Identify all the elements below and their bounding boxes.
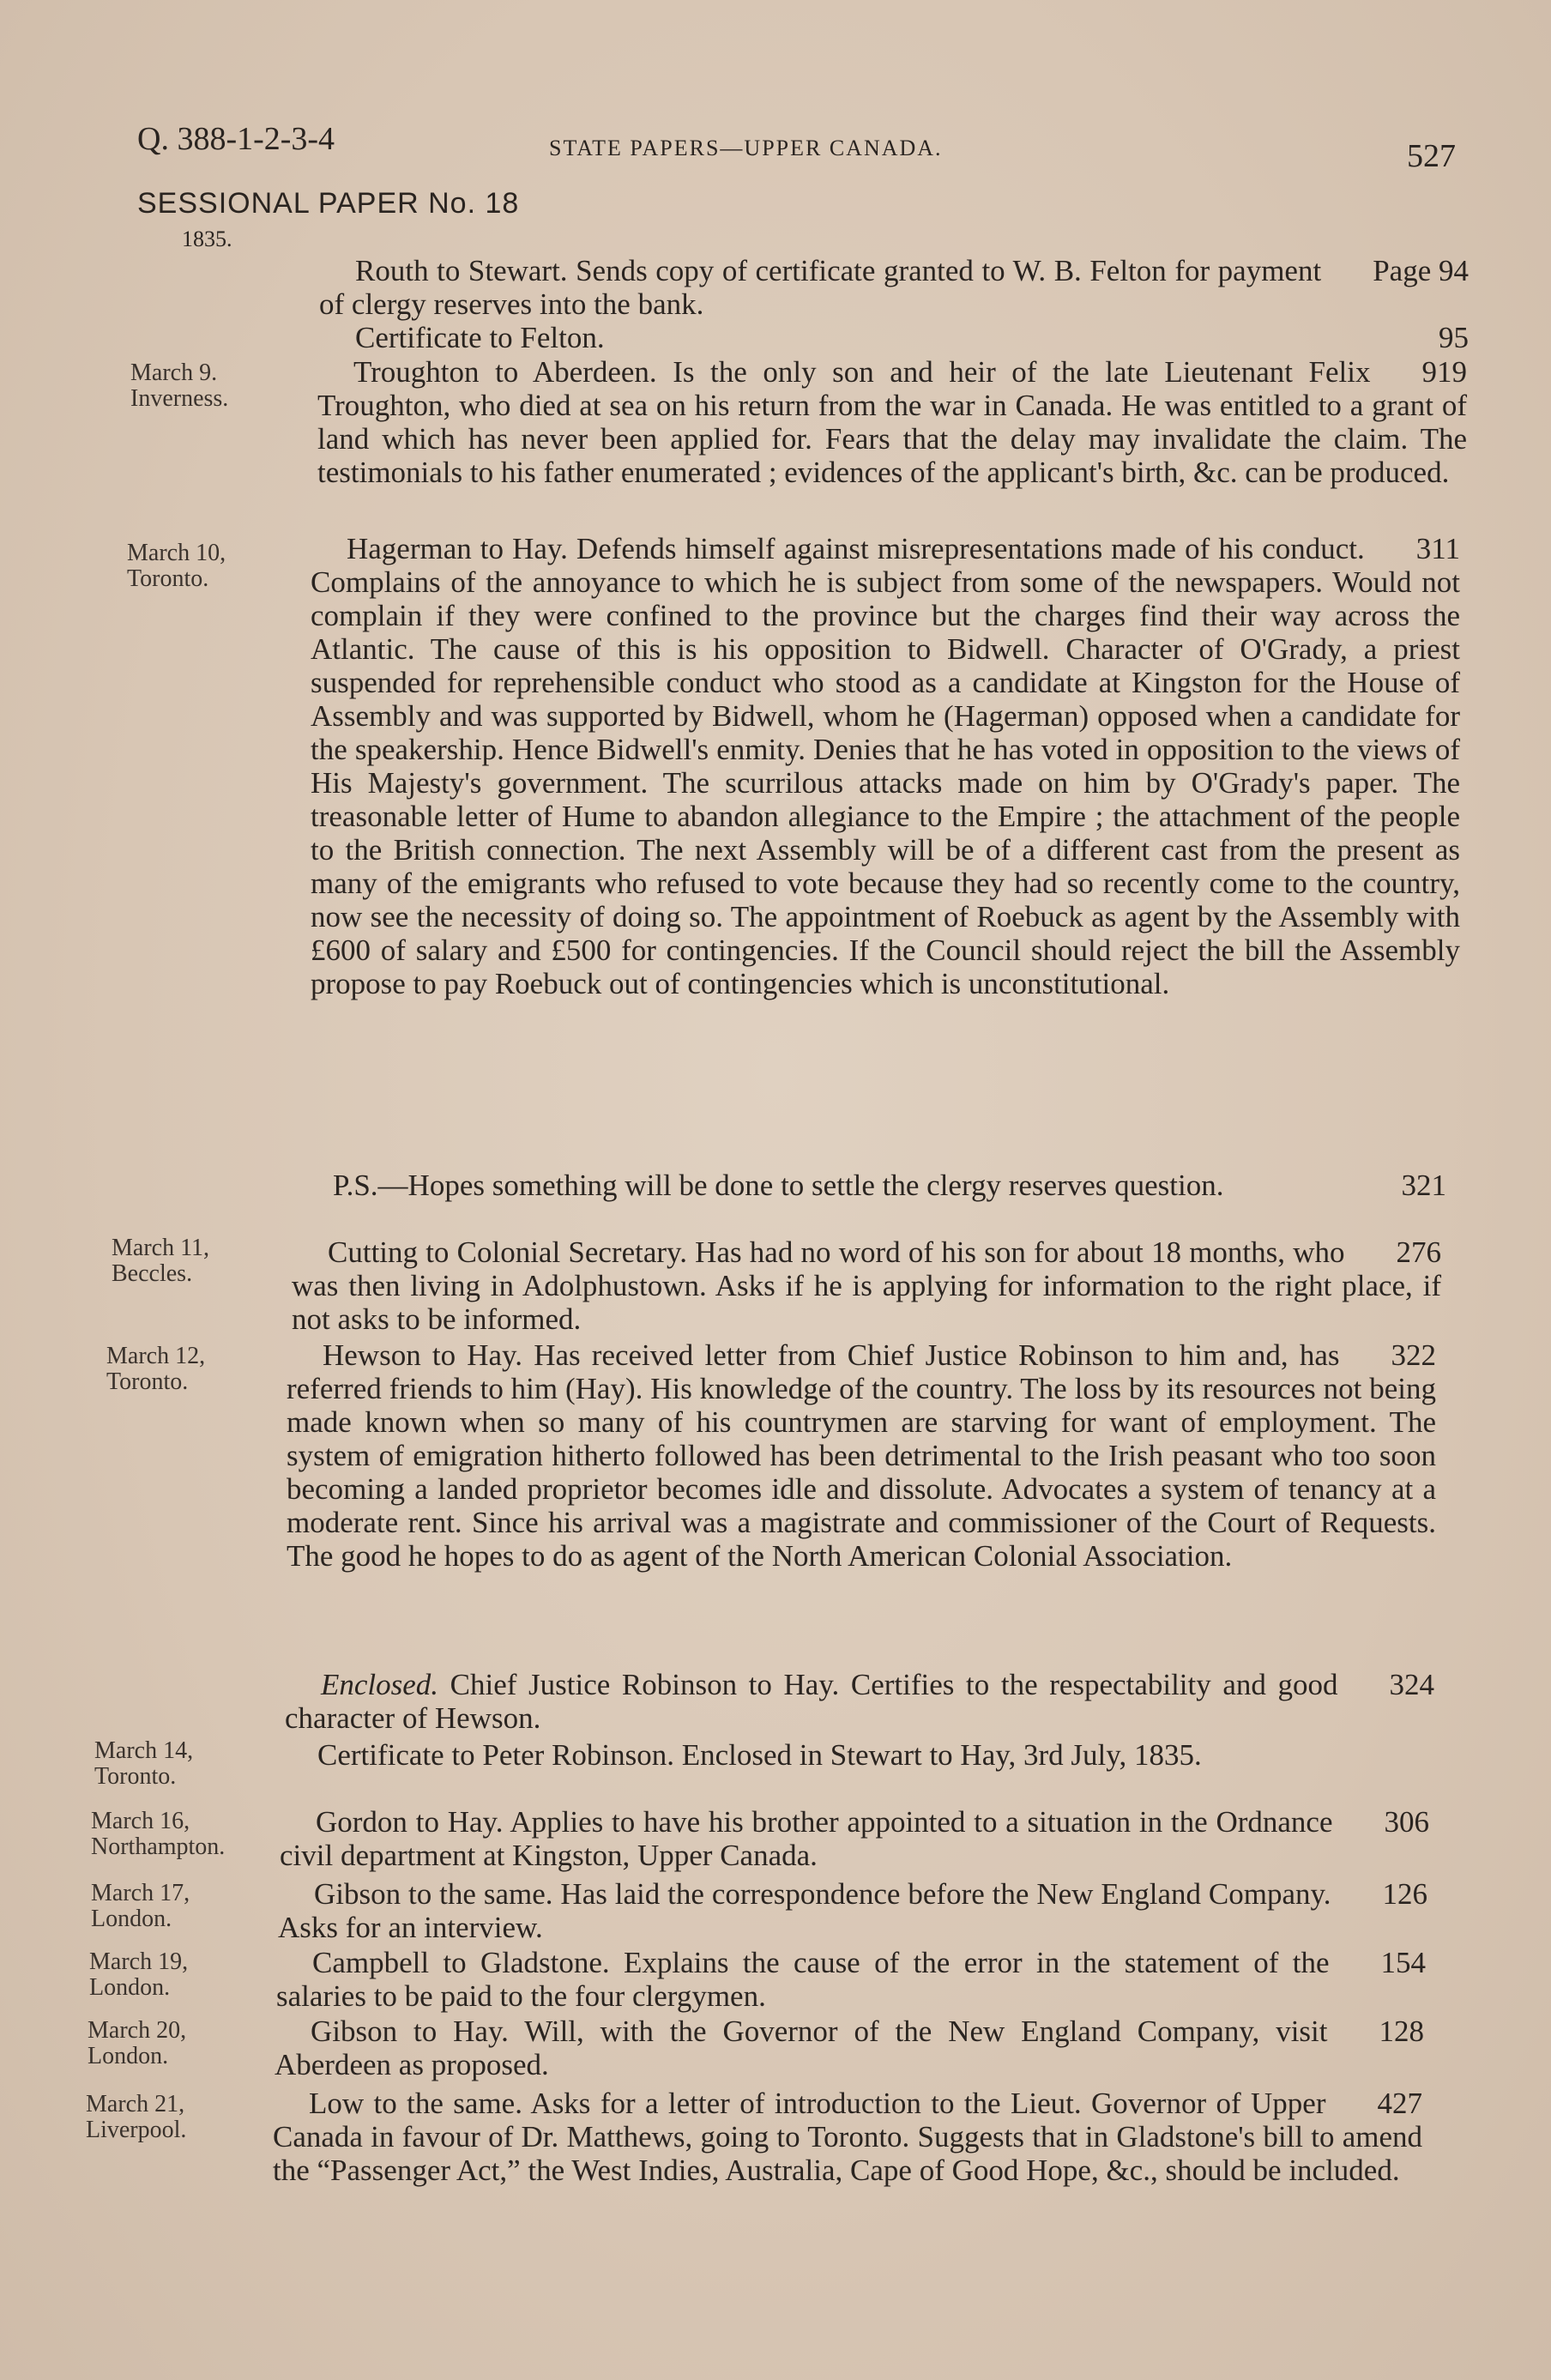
entry-margin-note bbox=[88, 2018, 276, 2069]
running-title: STATE PAPERS—UPPER CANADA. bbox=[549, 136, 943, 160]
entry-margin-note bbox=[89, 1949, 278, 2001]
page-number: 527 bbox=[1407, 138, 1456, 174]
entry-page-ref: 276 bbox=[1396, 1235, 1441, 1269]
entry-margin-note bbox=[112, 1235, 300, 1287]
entry-text: Troughton to Aberdeen. Is the only son and heir of the late Lieutenant Felix Troughton, who died at sea on his return from the war in Canada. He was entitled to a grant of land which has never been applied for. Fears that the delay may invalidate the claim. The testimonials to his father enumerated ; evidences of the applicant's birth, &c. can be produced. bbox=[317, 355, 1467, 489]
entry-date: March 14, bbox=[94, 1737, 194, 1764]
entry-text-block bbox=[311, 532, 1460, 1000]
entry-text-block bbox=[317, 355, 1467, 489]
year-label: 1835. bbox=[182, 227, 232, 251]
entry-place: Beccles. bbox=[112, 1260, 193, 1287]
entry-place: Northampton. bbox=[91, 1833, 226, 1860]
entry-text: Certificate to Peter Robinson. Enclosed in Stewart to Hay, 3rd July, 1835. bbox=[317, 1738, 1202, 1772]
entry-margin-note bbox=[130, 360, 319, 412]
entry-place: London. bbox=[89, 1974, 171, 2001]
entry-page-ref: 306 bbox=[1384, 1805, 1429, 1839]
entry-margin-note bbox=[91, 1881, 280, 1932]
entry-text: Gibson to the same. Has laid the correspondence before the New England Company. Asks for an interview. bbox=[278, 1877, 1331, 1944]
entry-text: Campbell to Gladstone. Explains the cause of the error in the statement of the salaries to be paid to the four clergymen. bbox=[276, 1946, 1330, 2013]
entry-text-block bbox=[273, 2087, 1422, 2187]
entry-place: Toronto. bbox=[94, 1763, 177, 1790]
entry-text: Gordon to Hay. Applies to have his brother appointed to a situation in the Ordnance civil department at Kingston, Upper Canada. bbox=[280, 1805, 1333, 1872]
entry-place: Inverness. bbox=[130, 385, 229, 412]
entry-text: Certificate to Felton. bbox=[355, 321, 605, 354]
entry-text-block bbox=[319, 254, 1469, 321]
entry-date: March 17, bbox=[91, 1880, 190, 1906]
entry-text-block bbox=[281, 1738, 1431, 1772]
entry-text: Gibson to Hay. Will, with the Governor of the New England Company, visit Aberdeen as proposed. bbox=[275, 2015, 1328, 2081]
entry-text: Cutting to Colonial Secretary. Has had no word of his son for about 18 months, who was then living in Adolphustown. Asks if he is applying for information to the right place, if not asks to be informed. bbox=[292, 1235, 1441, 1336]
entry-page-ref: 95 bbox=[1439, 321, 1469, 354]
entry-margin-note bbox=[127, 541, 316, 592]
entry-margin-note bbox=[86, 2092, 275, 2143]
entry-text-block bbox=[287, 1338, 1436, 1573]
entry-date: March 20, bbox=[88, 2017, 187, 2044]
entry-text: P.S.—Hopes something will be done to settle the clergy reserves question. bbox=[333, 1169, 1224, 1202]
entry-place: London. bbox=[88, 2043, 169, 2069]
entry-text: Chief Justice Robinson to Hay. Certifies to the respectability and good character of Hewson. bbox=[285, 1668, 1338, 1735]
entry-page-ref: 324 bbox=[1389, 1668, 1434, 1701]
entry-page-ref: 128 bbox=[1379, 2015, 1424, 2048]
entry-text-block bbox=[275, 2015, 1424, 2081]
entry-text-block bbox=[297, 1169, 1446, 1202]
entry-margin-note bbox=[94, 1738, 283, 1790]
entry-place: Toronto. bbox=[106, 1368, 189, 1395]
entry-text: Hewson to Hay. Has received letter from Chief Justice Robinson to him and, has referred friends to him (Hay). His knowledge of the country. The loss by its resources not being made known when so many of his countrymen are starving for want of employment. The system of emigration hitherto followed has been detrimental to the Irish peasant who too soon becoming a landed proprietor becomes idle and dissolute. Advocates a system of tenancy at a moderate rent. Since his arrival was a magistrate and commissioner of the Court of Requests. The good he hopes to do as agent of the North American Colonial Association. bbox=[287, 1338, 1436, 1573]
entry-text-block bbox=[280, 1805, 1429, 1872]
entry-page-ref: 311 bbox=[1415, 532, 1460, 565]
entry-text-block bbox=[285, 1668, 1434, 1735]
entry-text: Hagerman to Hay. Defends himself against misrepresentations made of his conduct. Complains of the annoyance to which he is subject from some of the newspapers. Would not complain if they were confined to the province but the charges find their way across the Atlantic. The cause of this is his opposition to Bidwell. Character of O'Grady, a priest suspended for reprehensible conduct who stood as a candidate at Kingston for the House of Assembly and was supported by Bidwell, whom he (Hagerman) opposed when a candidate for the speakership. Hence Bidwell's enmity. Denies that he has voted in opposition to the views of His Majesty's government. The scurrilous attacks made on him by O'Grady's paper. The treasonable letter of Hume to abandon allegiance to the Empire ; the attachment of the people to the British connection. The next Assembly will be of a different cast from the present as many of the emigrants who refused to vote because they had so recently come to the country, now see the necessity of doing so. The appointment of Roebuck as agent by the Assembly with £600 of salary and £500 for contingencies. If the Council should reject the bill the Assembly propose to pay Roebuck out of contingencies which is unconstitutional. bbox=[311, 532, 1460, 1000]
entry-page-ref: 322 bbox=[1391, 1338, 1436, 1372]
archive-reference: Q. 388-1-2-3-4 bbox=[137, 121, 335, 157]
entry-date: March 12, bbox=[106, 1343, 206, 1369]
sessional-paper-label: SESSIONAL PAPER No. 18 bbox=[137, 187, 520, 220]
entry-date: March 9. bbox=[130, 359, 218, 386]
entry-date: March 19, bbox=[89, 1948, 189, 1975]
entry-place: Liverpool. bbox=[86, 2117, 187, 2143]
entry-place: London. bbox=[91, 1906, 172, 1932]
entry-text-block bbox=[319, 321, 1469, 354]
entry-date: March 21, bbox=[86, 2091, 185, 2117]
entry-page-ref: 126 bbox=[1382, 1877, 1427, 1911]
entry-page-ref: Page 94 bbox=[1373, 254, 1469, 287]
entry-page-ref: 321 bbox=[1401, 1169, 1446, 1202]
entry-text: Routh to Stewart. Sends copy of certificate granted to W. B. Felton for payment of clergy reserves into the bank. bbox=[319, 254, 1322, 321]
entry-place: Toronto. bbox=[127, 565, 209, 592]
entry-margin-note bbox=[106, 1344, 295, 1395]
entry-text-block bbox=[278, 1877, 1427, 1944]
entry-page-ref: 427 bbox=[1377, 2087, 1422, 2120]
entry-date: March 16, bbox=[91, 1808, 190, 1834]
entry-text-block bbox=[276, 1946, 1426, 2013]
entry-page-ref: 919 bbox=[1421, 355, 1467, 389]
entry-page-ref: 154 bbox=[1380, 1946, 1426, 1979]
entry-text: Low to the same. Asks for a letter of introduction to the Lieut. Governor of Upper Canada in favour of Dr. Matthews, going to Toronto. Suggests that in Gladstone's bill to amend the “Passenger Act,” the West Indies, Australia, Cape of Good Hope, &c., should be included. bbox=[273, 2087, 1422, 2187]
entry-margin-note bbox=[91, 1809, 280, 1860]
entry-text-block bbox=[292, 1235, 1441, 1336]
entry-date: March 10, bbox=[127, 540, 226, 566]
entry-lead: Enclosed. bbox=[321, 1668, 439, 1701]
entry-date: March 11, bbox=[112, 1235, 210, 1261]
